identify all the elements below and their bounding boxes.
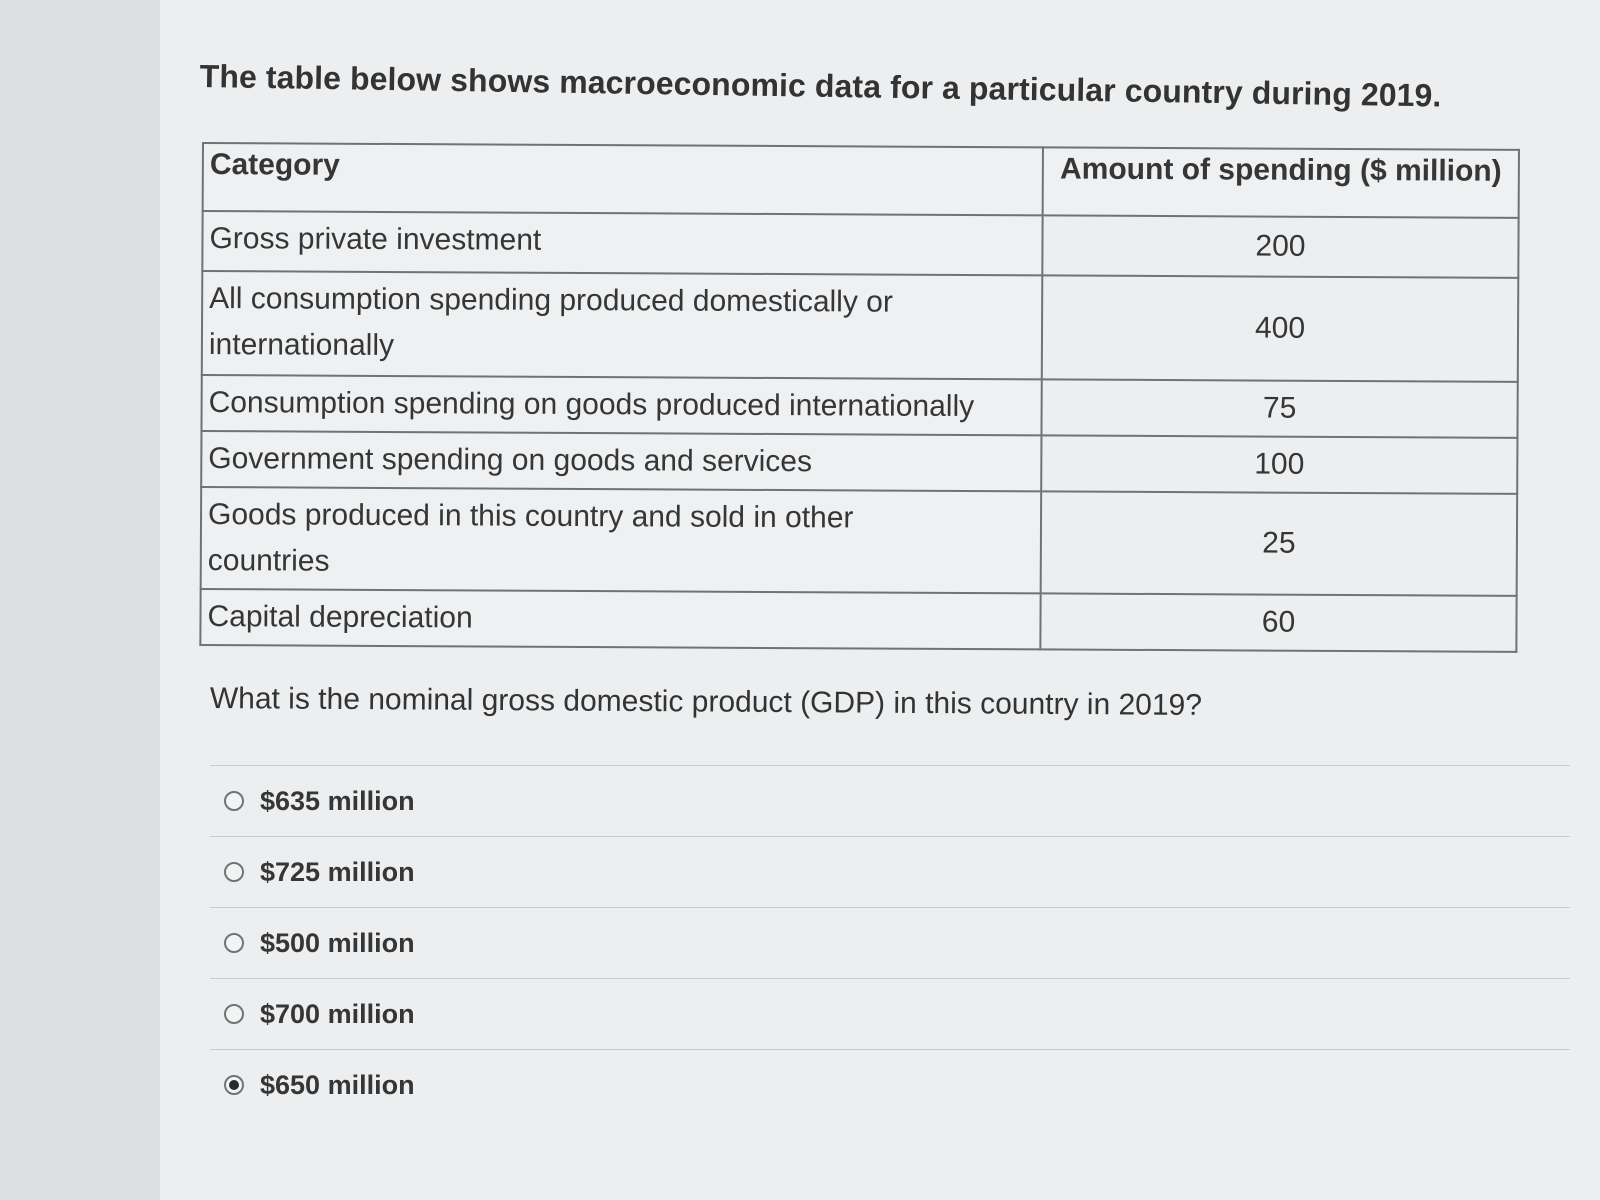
option-label: $650 million: [260, 1069, 415, 1100]
row-category: Consumption spending on goods produced internationally: [201, 375, 1041, 435]
answer-option-635[interactable]: [210, 765, 1570, 836]
row-category: Capital depreciation: [200, 589, 1040, 649]
table-row: [200, 589, 1516, 652]
header-category: Category: [203, 143, 1043, 215]
table-header-row: [203, 143, 1519, 218]
option-label: $500 million: [260, 927, 415, 958]
table-row: [201, 375, 1517, 438]
left-margin: [0, 0, 161, 1200]
question-prompt: The table below shows macroeconomic data for a particular country during 2019.: [199, 58, 1442, 114]
radio-button[interactable]: [224, 791, 244, 811]
radio-button[interactable]: [224, 862, 244, 882]
row-amount: 75: [1041, 379, 1517, 437]
answer-option-650[interactable]: [210, 1049, 1570, 1120]
table-row: [201, 431, 1517, 494]
radio-button[interactable]: [224, 1004, 244, 1024]
row-amount: 100: [1041, 435, 1517, 493]
table-row: [201, 487, 1518, 596]
radio-button-selected[interactable]: [224, 1075, 244, 1095]
table-row: [202, 211, 1518, 278]
answer-option-725[interactable]: [210, 836, 1570, 907]
row-category: Gross private investment: [202, 211, 1042, 275]
option-label: $700 million: [260, 998, 415, 1029]
radio-button[interactable]: [224, 933, 244, 953]
option-label: $725 million: [260, 856, 415, 887]
answer-options: [210, 765, 1570, 1120]
question-text: What is the nominal gross domestic product (GDP) in this country in 2019?: [209, 682, 1203, 722]
row-amount: 60: [1040, 593, 1516, 651]
option-label: $635 million: [260, 785, 415, 816]
answer-option-700[interactable]: [210, 978, 1570, 1049]
macro-data-table: [199, 142, 1520, 653]
table-row: [202, 271, 1519, 382]
row-amount: 25: [1041, 491, 1518, 595]
row-category: Government spending on goods and services: [201, 431, 1041, 491]
row-amount: 400: [1042, 275, 1519, 381]
row-amount: 200: [1042, 215, 1518, 277]
row-category: All consumption spending produced domestically or internationally: [202, 271, 1043, 379]
header-amount: Amount of spending ($ million): [1043, 147, 1519, 217]
answer-option-500[interactable]: [210, 907, 1570, 978]
row-category: Goods produced in this country and sold in other countries: [201, 487, 1042, 593]
